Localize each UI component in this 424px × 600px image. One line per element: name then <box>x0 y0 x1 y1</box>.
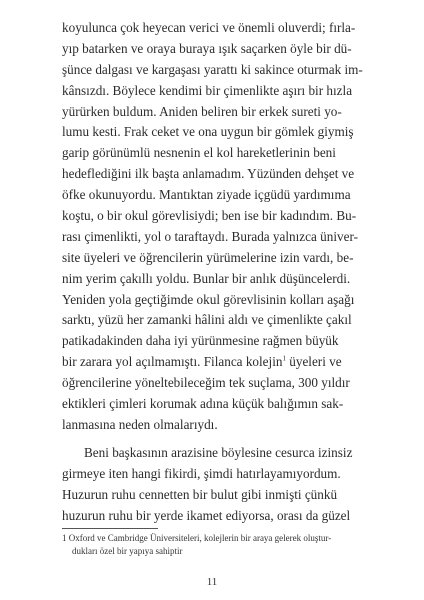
text-line: patikadakinden daha iyi yürünmesine rağmen büyük <box>62 333 339 349</box>
text-line: Huzurun ruhu cennetten bir bulut gibi inmişti çünkü <box>62 486 338 502</box>
text-segment: üyeleri ve <box>285 354 342 370</box>
text-line: nim yerim çakıllı yoldu. Bunlar bir anlık düşüncelerdi. <box>62 270 351 286</box>
text-line: lanmasına neden olmalarıydı. <box>62 416 218 432</box>
text-line: öfke okunuyordu. Mantıktan ziyade içgüdü yardımıma <box>62 187 351 203</box>
page-number: 11 <box>206 576 218 588</box>
text-line: lumu kesti. Frak ceket ve ona uygun bir gömlek giymiş <box>62 124 354 140</box>
text-line: site üyeleri ve öğrencilerin yürümelerine izin vardı, be- <box>62 249 354 265</box>
text-line: ektikleri çimleri korumak adına küçük balığımın sak- <box>62 396 344 412</box>
text-line: sarktı, yüzü her zamanki hâlini aldı ve çimenlikte çakıl <box>62 312 352 328</box>
text-line: yıp batarken ve oraya buraya ışık saçarken öyle bir dü- <box>62 40 352 56</box>
paragraph-1 <box>62 18 364 436</box>
text-line: girmeye iten hangi fikirdi, şimdi hatırlayamıyordum. <box>62 465 341 481</box>
footnote-line: 1 Oxford ve Cambridge Üniversiteleri, kolejlerin bir araya gelerek oluştur- <box>62 533 332 543</box>
text-line: rası çimenlikti, yol o taraftaydı. Burada yalnızca üniver- <box>62 228 358 244</box>
text-line: koyulunca çok heyecan verici ve önemli oluverdi; fırla- <box>62 20 356 35</box>
text-line: şünce dalgası ve kargaşası yarattı ki sakince oturmak im- <box>62 61 363 77</box>
text-line: huzurun ruhu bir yerde ikamet ediyorsa, orası da güzel <box>62 507 351 523</box>
footnote-divider <box>62 528 158 529</box>
text-segment: bir zarara yol açılmamıştı. Filanca kolejin <box>62 354 283 370</box>
text-line: yürürken buldum. Aniden beliren bir erkek sureti yo- <box>62 103 342 119</box>
text-line: koştu, o bir okul görevlisiydi; ben ise bir kadındım. Bu- <box>62 208 357 224</box>
footnote-marker: 1 <box>282 354 286 363</box>
footnote-line: dukları özel bir yapıya sahiptir <box>72 545 183 556</box>
text-line: öğrencilerine yöneltebileceğim tek suçlama, 300 yıldır <box>62 375 350 391</box>
paragraph-2 <box>62 443 364 527</box>
text-line: kânsızdı. Böylece kendimi bir çimenlikte aşırı bir hızla <box>62 82 353 98</box>
text-line: hedeflediğini ilk başta anlamadım. Yüzünden dehşet ve <box>62 166 355 182</box>
text-line: Beni başkasının arazisine böylesine cesurca izinsiz <box>84 445 353 460</box>
text-line: garip görünümlü nesnenin el kol hareketlerinin beni <box>62 145 336 161</box>
text-line: Yeniden yola geçtiğimde okul görevlisinin kolları aşağı <box>62 291 355 307</box>
footnote <box>62 532 364 557</box>
text-line-with-footnote <box>62 352 364 373</box>
